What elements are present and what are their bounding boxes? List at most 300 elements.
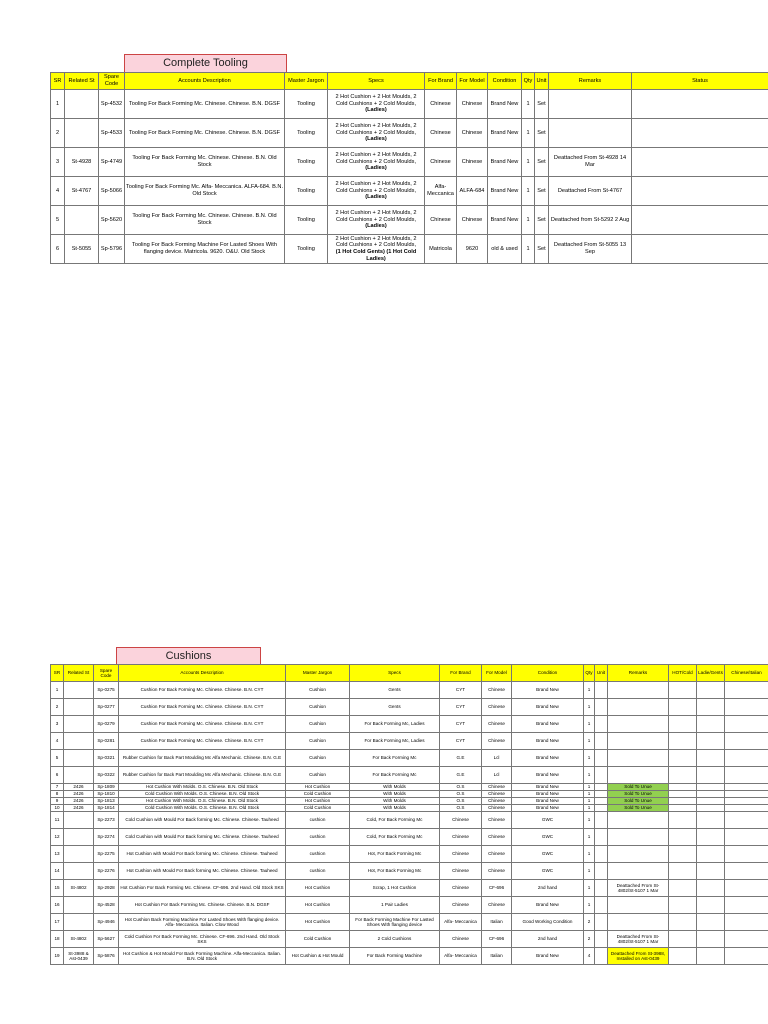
cushions-cell-st: 2426 (64, 805, 94, 812)
cushions-cell-remarks (608, 750, 669, 767)
cushions-cell-model: Chinese (482, 863, 512, 880)
cushions-cell-cond: Brand New (512, 750, 584, 767)
cushions-cell-ci (725, 805, 768, 812)
cushions-cell-jargon: Cold Cushion (286, 791, 350, 798)
cushions-cell-qty: 1 (584, 897, 595, 914)
tooling-cell-status (632, 235, 768, 264)
cushions-cell-jargon: Hot Cushion (286, 880, 350, 897)
cushions-cell-unit (595, 805, 608, 812)
cushions-cell-jargon: Hot Cushion (286, 914, 350, 931)
tooling-header-cell: Condition (488, 73, 522, 90)
tooling-cell-cond: Brand New (488, 177, 522, 206)
cushions-cell-unit (595, 829, 608, 846)
cushions-header-cell: Accounts Description (119, 665, 286, 682)
cushions-cell-model: Chinese (482, 791, 512, 798)
tooling-cell-remarks: Deattached From St-5055 13 Sep (549, 235, 632, 264)
cushions-cell-unit (595, 699, 608, 716)
cushions-cell-ci (725, 699, 768, 716)
tooling-cell-jargon: Tooling (285, 148, 328, 177)
cushions-cell-brand: Alfa- Meccanica (440, 914, 482, 931)
cushions-cell-desc: Hot Cushion Back Forming Machine For Lasted Shoes With flanging device. Alfa- Meccanica. Italian. Clow Wood (119, 914, 286, 931)
cushions-cell-ci (725, 682, 768, 699)
tooling-cell-remarks (549, 90, 632, 119)
cushions-cell-st (64, 682, 94, 699)
tooling-header-cell: Qty (522, 73, 535, 90)
cushions-cell-code: Sp-2274 (94, 829, 119, 846)
tooling-cell-st (65, 90, 99, 119)
tooling-header-cell: Specs (328, 73, 425, 90)
cushions-cell-cond: Brand New (512, 716, 584, 733)
cushions-cell-model: Chinese (482, 733, 512, 750)
cushions-cell-desc: Hot Cushion With Molds. O.S. Chinese. B.N. Old Stock (119, 798, 286, 805)
tooling-cell-qty: 1 (522, 206, 535, 235)
cushions-cell-remarks (608, 733, 669, 750)
cushions-cell-code: Sp-4528 (94, 897, 119, 914)
tooling-cell-code: Sp-4749 (99, 148, 125, 177)
cushions-cell-sr: 13 (51, 846, 64, 863)
cushions-cell-ci (725, 791, 768, 798)
cushions-cell-model: Italian (482, 948, 512, 965)
table-row (51, 897, 768, 914)
tooling-cell-brand: Matricola (425, 235, 457, 264)
cushions-cell-st: St-4802 (64, 931, 94, 948)
cushions-cell-specs: For Back Forming Mc, Ladies (350, 716, 440, 733)
cushions-cell-sr: 18 (51, 931, 64, 948)
tooling-cell-desc: Tooling For Back Forming Mc. Chinese. Chinese. B.N. Old Stock (125, 148, 285, 177)
tooling-cell-st (65, 206, 99, 235)
cushions-cell-sr: 19 (51, 948, 64, 965)
specs-text: 2 Hot Cushion + 2 Hot Moulds, 2 Cold Cushions + 2 Cold Moulds, (335, 93, 417, 107)
cushions-header-cell: Related St (64, 665, 94, 682)
cushions-header-cell: Specs (350, 665, 440, 682)
cushions-cell-model: Chinese (482, 805, 512, 812)
tooling-cell-qty: 1 (522, 148, 535, 177)
cushions-cell-specs: With Molds (350, 791, 440, 798)
cushions-cell-desc: Cold Cushion with Mould For Back forming Mc. Chinese. Chinese. Tauheed (119, 812, 286, 829)
cushions-cell-specs: 1 Pair Ladies (350, 897, 440, 914)
tooling-header-cell: For Model (457, 73, 488, 90)
cushions-cell-desc: Hot Cushion with Mould For Back forming Mc. Chinese. Chinese. Tauheed (119, 863, 286, 880)
cushions-cell-cond: Brand New (512, 897, 584, 914)
cushions-cell-ci (725, 716, 768, 733)
cushions-cell-specs: For Back Forming Mc, Ladies (350, 733, 440, 750)
cushions-cell-unit (595, 767, 608, 784)
cushions-cell-unit (595, 880, 608, 897)
cushions-cell-cond: Brand New (512, 784, 584, 791)
cushions-cell-jargon: cushion (286, 863, 350, 880)
table-row (51, 829, 768, 846)
cushions-cell-desc: Rubber Cushion for Back Part Moulding Mc Alfa Mechanic. Chinese. B.N. G.E (119, 767, 286, 784)
cushions-cell-cond: Good Working Condition (512, 914, 584, 931)
cushions-cell-sr: 17 (51, 914, 64, 931)
tooling-cell-sr: 3 (51, 148, 65, 177)
table-row (51, 90, 768, 119)
cushions-cell-code: Sp-0277 (94, 699, 119, 716)
tooling-cell-unit: Set (535, 90, 549, 119)
cushions-cell-specs: For Back Forming Machine (350, 948, 440, 965)
cushions-cell-qty: 1 (584, 682, 595, 699)
table-row (51, 206, 768, 235)
tooling-cell-qty: 1 (522, 90, 535, 119)
cushions-cell-jargon: cushion (286, 846, 350, 863)
cushions-cell-specs: Gents (350, 682, 440, 699)
cushions-cell-code: Sp-4946 (94, 914, 119, 931)
tooling-cell-status (632, 119, 768, 148)
cushions-cell-st: 2426 (64, 791, 94, 798)
table-row (51, 177, 768, 206)
cushions-cell-ci (725, 812, 768, 829)
cushions-cell-sr: 1 (51, 682, 64, 699)
cushions-cell-unit (595, 716, 608, 733)
cushions-cell-st: St-3988 & Ast-0439 (64, 948, 94, 965)
table-row (51, 846, 768, 863)
table-row (51, 699, 768, 716)
tooling-cell-qty: 1 (522, 177, 535, 206)
cushions-cell-qty: 2 (584, 931, 595, 948)
cushions-cell-hc (669, 914, 697, 931)
cushions-header-cell: For Brand (440, 665, 482, 682)
cushions-cell-sr: 10 (51, 805, 64, 812)
specs-text: 2 Hot Cushion + 2 Hot Moulds, 2 Cold Cushions + 2 Cold Moulds, (335, 209, 417, 223)
cushions-cell-hc (669, 846, 697, 863)
cushions-header-cell: Spare Code (94, 665, 119, 682)
tooling-cell-jargon: Tooling (285, 177, 328, 206)
cushions-cell-specs: Cold, For Back Forming Mc (350, 812, 440, 829)
cushions-cell-qty: 2 (584, 914, 595, 931)
table-row (51, 812, 768, 829)
tooling-cell-model: 9620 (457, 235, 488, 264)
cushions-cell-brand: CYT (440, 733, 482, 750)
cushions-cell-unit (595, 798, 608, 805)
cushions-cell-model: Italian (482, 914, 512, 931)
cushions-cell-sr: 8 (51, 791, 64, 798)
cushions-cell-model: Chinese (482, 897, 512, 914)
cushions-cell-model: Lcl (482, 767, 512, 784)
cushions-header-cell: SR (51, 665, 64, 682)
cushions-cell-lg (697, 716, 725, 733)
cushions-cell-st (64, 699, 94, 716)
cushions-cell-lg (697, 846, 725, 863)
cushions-cell-brand: Chinese (440, 863, 482, 880)
tooling-header-cell: Remarks (549, 73, 632, 90)
tooling-cell-sr: 6 (51, 235, 65, 264)
cushions-cell-st: 2426 (64, 784, 94, 791)
tooling-cell-cond: Brand New (488, 119, 522, 148)
cushions-cell-lg (697, 863, 725, 880)
cushions-cell-specs: Cold, For Back Forming Mc (350, 829, 440, 846)
cushions-cell-hc (669, 791, 697, 798)
cushions-cell-hc (669, 682, 697, 699)
cushions-cell-remarks: Sold To Unue (608, 798, 669, 805)
table-row (51, 948, 768, 965)
cushions-cell-specs: With Molds (350, 784, 440, 791)
cushions-cell-cond: 2nd hand (512, 931, 584, 948)
tooling-header-cell: Accounts Description (125, 73, 285, 90)
cushions-cell-lg (697, 805, 725, 812)
tooling-cell-status (632, 90, 768, 119)
cushions-cell-cond: Brand New (512, 767, 584, 784)
tooling-header-cell: Unit (535, 73, 549, 90)
cushions-cell-code: Sp-2928 (94, 880, 119, 897)
cushions-cell-specs: With Molds (350, 805, 440, 812)
cushions-cell-unit (595, 733, 608, 750)
cushions-cell-sr: 9 (51, 798, 64, 805)
cushions-cell-code: Sp-0322 (94, 767, 119, 784)
table-row (51, 791, 768, 798)
table-row (51, 931, 768, 948)
tooling-cell-status (632, 177, 768, 206)
cushions-cell-brand: Chinese (440, 846, 482, 863)
cushions-cell-hc (669, 812, 697, 829)
tooling-cell-desc: Tooling For Back Forming Mc. Alfa- Meccanica. ALFA-684. B.N. Old Stock (125, 177, 285, 206)
cushions-cell-brand: Alfa- Meccanica (440, 948, 482, 965)
cushions-cell-hc (669, 863, 697, 880)
cushions-cell-cond: Brand New (512, 699, 584, 716)
tooling-table (50, 72, 768, 264)
tooling-cell-unit: Set (535, 148, 549, 177)
cushions-cell-remarks (608, 863, 669, 880)
tooling-cell-brand: Chinese (425, 119, 457, 148)
tooling-cell-remarks: Deattached from St-5292 2 Aug (549, 206, 632, 235)
cushions-cell-lg (697, 784, 725, 791)
table-row (51, 682, 768, 699)
cushions-cell-code: Sp-1814 (94, 805, 119, 812)
cushions-cell-remarks (608, 699, 669, 716)
cushions-header-cell: Chinese/Italian (725, 665, 768, 682)
tooling-cell-qty: 1 (522, 235, 535, 264)
table-row (51, 148, 768, 177)
tooling-cell-model: Chinese (457, 119, 488, 148)
cushions-cell-unit (595, 784, 608, 791)
cushions-cell-sr: 15 (51, 880, 64, 897)
cushions-header-cell: For Model (482, 665, 512, 682)
cushions-cell-st: St-4802 (64, 880, 94, 897)
cushions-cell-lg (697, 699, 725, 716)
tooling-header-cell: Status (632, 73, 768, 90)
tooling-cell-status (632, 206, 768, 235)
cushions-cell-jargon: Cushion (286, 733, 350, 750)
cushions-cell-remarks (608, 812, 669, 829)
specs-bold-text: (Ladies) (365, 165, 387, 172)
cushions-cell-specs: For Back Forming Mc (350, 750, 440, 767)
cushions-cell-remarks (608, 716, 669, 733)
tooling-cell-sr: 1 (51, 90, 65, 119)
cushions-header-cell: HOT/Cold (669, 665, 697, 682)
cushions-cell-code: Sp-1813 (94, 798, 119, 805)
cushions-cell-brand: CYT (440, 716, 482, 733)
cushions-cell-ci (725, 784, 768, 791)
cushions-cell-desc: Hot Cushion With Molds. O.S. Chinese. B.N. Old Stock (119, 784, 286, 791)
cushions-cell-st: 2426 (64, 798, 94, 805)
table-row (51, 805, 768, 812)
cushions-cell-ci (725, 948, 768, 965)
cushions-cell-brand: Chinese (440, 829, 482, 846)
tooling-cell-model: Chinese (457, 90, 488, 119)
tooling-cell-cond: old & used (488, 235, 522, 264)
tooling-cell-unit: Set (535, 206, 549, 235)
cushions-cell-model: CF-696 (482, 931, 512, 948)
cushions-cell-st (64, 863, 94, 880)
cushions-cell-remarks (608, 897, 669, 914)
cushions-cell-code: Sp-2275 (94, 846, 119, 863)
cushions-cell-brand: Chinese (440, 931, 482, 948)
cushions-cell-qty: 1 (584, 784, 595, 791)
cushions-cell-desc: Cushion For Back Forming Mc. Chinese. Chinese. B.N. CYT (119, 682, 286, 699)
cushions-cell-ci (725, 750, 768, 767)
tooling-cell-remarks: Deattached From St-4928 14 Mar (549, 148, 632, 177)
tooling-cell-code: Sp-5620 (99, 206, 125, 235)
cushions-cell-qty: 1 (584, 791, 595, 798)
tooling-cell-desc: Tooling For Back Forming Machine For Lasted Shoes With flanging device. Matricola. 9620. O&U. Old Stock (125, 235, 285, 264)
cushions-cell-code: Sp-0321 (94, 750, 119, 767)
cushions-cell-lg (697, 750, 725, 767)
cushions-cell-brand: Chinese (440, 812, 482, 829)
cushions-cell-cond: Brand New (512, 805, 584, 812)
tooling-header-cell: Spare Code (99, 73, 125, 90)
cushions-cell-lg (697, 791, 725, 798)
cushions-cell-specs: Hot, For Back Forming Mc (350, 863, 440, 880)
cushions-cell-st (64, 812, 94, 829)
tooling-cell-sr: 4 (51, 177, 65, 206)
cushions-cell-jargon: Cushion (286, 750, 350, 767)
cushions-cell-lg (697, 914, 725, 931)
tooling-cell-code: Sp-4533 (99, 119, 125, 148)
cushions-cell-remarks (608, 682, 669, 699)
cushions-cell-desc: Hot Cushion For Back Forming Mc. Chinese. CF-696. 2nd Hand. Old Stock SKS (119, 880, 286, 897)
cushions-cell-remarks: Deattached From St-4802/St-5107 1 Mar (608, 880, 669, 897)
tooling-cell-st: St-5055 (65, 235, 99, 264)
cushions-cell-unit (595, 846, 608, 863)
cushions-cell-hc (669, 897, 697, 914)
specs-text: 2 Hot Cushion + 2 Hot Moulds, 2 Cold Cushions + 2 Cold Moulds, (335, 151, 417, 165)
cushions-cell-qty: 1 (584, 805, 595, 812)
cushions-cell-model: Chinese (482, 699, 512, 716)
cushions-cell-sr: 4 (51, 733, 64, 750)
cushions-header-cell: Ladie/Gents (697, 665, 725, 682)
cushions-cell-ci (725, 798, 768, 805)
cushions-cell-lg (697, 798, 725, 805)
cushions-cell-jargon: Hot Cushion (286, 784, 350, 791)
tooling-cell-desc: Tooling For Back Forming Mc. Chinese. Chinese. B.N. Old Stock (125, 206, 285, 235)
cushions-cell-sr: 2 (51, 699, 64, 716)
cushions-cell-lg (697, 931, 725, 948)
cushions-cell-hc (669, 750, 697, 767)
cushions-cell-desc: Hot Cushion with Mould For Back forming Mc. Chinese. Chinese. Tauheed (119, 846, 286, 863)
cushions-cell-desc: Cold Cushion With Molds. O.S. Chinese. B.N. Old Stock (119, 791, 286, 798)
cushions-cell-hc (669, 880, 697, 897)
cushions-cell-qty: 1 (584, 716, 595, 733)
tooling-cell-unit: Set (535, 177, 549, 206)
tooling-cell-specs (328, 177, 425, 206)
cushions-cell-st (64, 767, 94, 784)
cushions-cell-code: Sp-0281 (94, 733, 119, 750)
cushions-cell-code: Sp-0275 (94, 682, 119, 699)
tooling-cell-model: ALFA-684 (457, 177, 488, 206)
cushions-header-cell: Remarks (608, 665, 669, 682)
cushions-cell-specs: With Molds (350, 798, 440, 805)
tooling-cell-cond: Brand New (488, 206, 522, 235)
cushions-cell-st (64, 750, 94, 767)
cushions-cell-jargon: Cold Cushion (286, 931, 350, 948)
cushions-cell-specs: 2 Cold Cushions (350, 931, 440, 948)
tooling-cell-jargon: Tooling (285, 206, 328, 235)
tooling-cell-st: St-4928 (65, 148, 99, 177)
cushions-cell-qty: 1 (584, 699, 595, 716)
table-row (51, 235, 768, 264)
cushions-cell-code: Sp-1810 (94, 791, 119, 798)
cushions-cell-desc: Cold Cushion with Mould For Back forming Mc. Chinese. Chinese. Tauheed (119, 829, 286, 846)
cushions-cell-hc (669, 805, 697, 812)
cushions-cell-model: CF-696 (482, 880, 512, 897)
cushions-cell-sr: 11 (51, 812, 64, 829)
tooling-cell-code: Sp-5796 (99, 235, 125, 264)
cushions-cell-qty: 1 (584, 829, 595, 846)
cushions-header-cell: Master Jargon (286, 665, 350, 682)
cushions-cell-jargon: Cushion (286, 716, 350, 733)
tooling-cell-specs (328, 235, 425, 264)
cushions-cell-specs: For Back Forming Machine For Lasted Shoes With flanging device (350, 914, 440, 931)
cushions-cell-remarks (608, 914, 669, 931)
cushions-cell-unit (595, 682, 608, 699)
tooling-title: Complete Tooling (124, 54, 287, 73)
tooling-cell-brand: Chinese (425, 148, 457, 177)
cushions-cell-cond: Brand New (512, 948, 584, 965)
cushions-cell-st (64, 829, 94, 846)
tooling-cell-unit: Set (535, 119, 549, 148)
cushions-cell-ci (725, 914, 768, 931)
cushions-cell-desc: Cushion For Back Forming Mc. Chinese. Chinese. B.N. CYT (119, 699, 286, 716)
cushions-cell-st (64, 897, 94, 914)
cushions-cell-hc (669, 716, 697, 733)
cushions-cell-sr: 7 (51, 784, 64, 791)
cushions-cell-remarks (608, 829, 669, 846)
cushions-cell-jargon: cushion (286, 829, 350, 846)
cushions-cell-jargon: Cushion (286, 767, 350, 784)
cushions-cell-jargon: Cold Cushion (286, 805, 350, 812)
cushions-cell-hc (669, 784, 697, 791)
tooling-cell-desc: Tooling For Back Forming Mc. Chinese. Chinese. B.N. DGSF (125, 119, 285, 148)
cushions-cell-specs: For Back Forming Mc (350, 767, 440, 784)
specs-bold-text: (Ladies) (365, 223, 387, 230)
cushions-cell-qty: 4 (584, 948, 595, 965)
cushions-cell-brand: CYT (440, 699, 482, 716)
table-row (51, 119, 768, 148)
tooling-cell-status (632, 148, 768, 177)
cushions-cell-ci (725, 863, 768, 880)
cushions-header-cell: Condition (512, 665, 584, 682)
cushions-cell-qty: 1 (584, 812, 595, 829)
tooling-cell-st: St-4767 (65, 177, 99, 206)
tooling-cell-unit: Set (535, 235, 549, 264)
cushions-cell-ci (725, 880, 768, 897)
cushions-cell-model: Chinese (482, 846, 512, 863)
cushions-cell-ci (725, 767, 768, 784)
table-row (51, 863, 768, 880)
cushions-cell-brand: O.S (440, 791, 482, 798)
cushions-cell-model: Chinese (482, 812, 512, 829)
cushions-cell-qty: 1 (584, 750, 595, 767)
cushions-cell-specs: Hot, For Back Forming Mc (350, 846, 440, 863)
cushions-cell-qty: 1 (584, 846, 595, 863)
tooling-cell-qty: 1 (522, 119, 535, 148)
cushions-cell-brand: Chinese (440, 880, 482, 897)
cushions-cell-hc (669, 798, 697, 805)
cushions-cell-brand: O.S (440, 784, 482, 791)
cushions-cell-cond: Brand New (512, 682, 584, 699)
cushions-cell-unit (595, 791, 608, 798)
cushions-cell-model: Lcl (482, 750, 512, 767)
cushions-cell-model: Chinese (482, 682, 512, 699)
